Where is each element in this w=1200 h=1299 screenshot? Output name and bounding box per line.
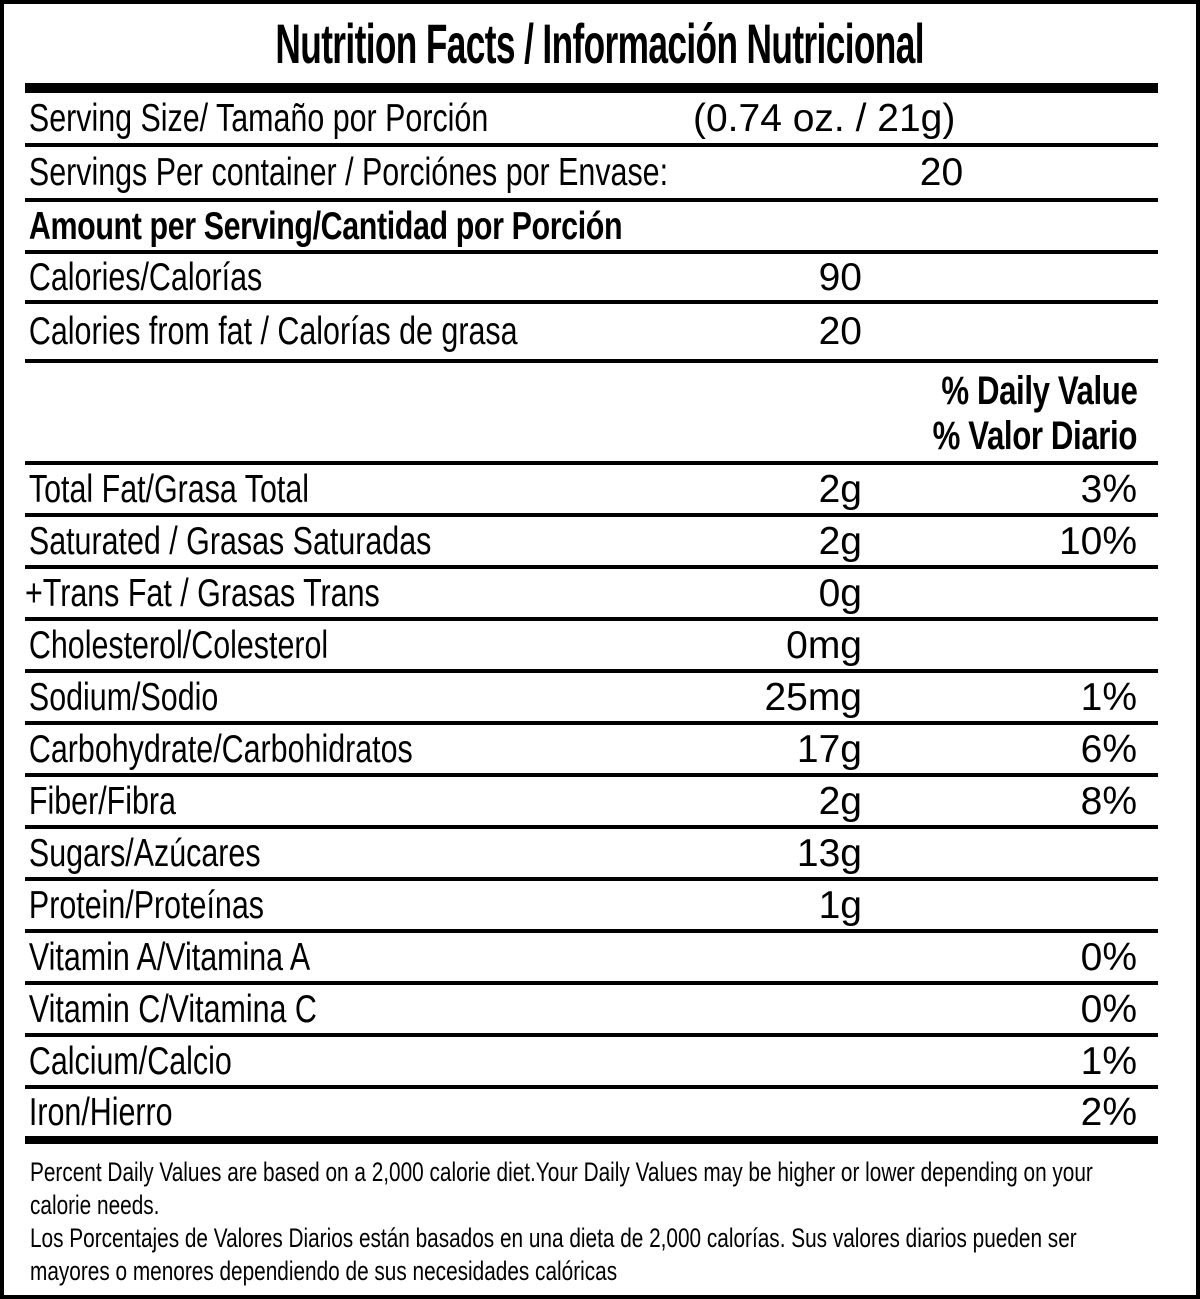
servings-per-container-label: Servings Per container / Porciónes por Envase: [28, 151, 669, 194]
nutrient-amount: 25mg [764, 675, 862, 719]
nutrient-label: Carbohydrate/Carbohidratos [28, 727, 413, 771]
nutrient-row [25, 465, 1158, 517]
nutrient-daily-value: 0% [1080, 987, 1137, 1031]
serving-size-label: Serving Size/ Tamaño por Porción [28, 96, 489, 140]
nutrient-daily-value: 8% [1080, 779, 1137, 823]
nutrient-label: Vitamin A/Vitamina A [28, 935, 311, 979]
calories-from-fat-row [25, 304, 1158, 363]
daily-value-header-en: % Daily Value [940, 369, 1137, 413]
nutrient-label: Cholesterol/Colesterol [28, 623, 329, 667]
footnote-es: Los Porcentajes de Valores Diarios están basados en una dieta de 2,000 calorías. Sus valores diarios pueden ser mayores o menores dependiendo de sus necesidades calóricas [30, 1223, 1077, 1286]
nutrient-row [25, 621, 1158, 673]
nutrient-row [25, 1089, 1158, 1144]
nutrient-daily-value: 10% [1058, 519, 1137, 563]
nutrient-amount: 2g [818, 519, 862, 563]
calories-value: 90 [818, 255, 862, 299]
daily-value-header-es: % Valor Diario [932, 414, 1137, 458]
nutrient-daily-value: 2% [1080, 1091, 1137, 1134]
label-title: Nutrition Facts / Información Nutricional [275, 12, 925, 75]
amount-per-serving-header-row [25, 202, 1158, 254]
nutrient-amount: 2g [818, 779, 862, 823]
title-divider-bar [25, 83, 1158, 93]
calories-label: Calories/Calorías [28, 255, 263, 299]
nutrient-row [25, 777, 1158, 829]
nutrient-row [25, 569, 1158, 621]
nutrient-daily-value: 3% [1080, 467, 1137, 511]
nutrient-row [25, 517, 1158, 569]
calories-from-fat-label: Calories from fat / Calorías de grasa [28, 310, 518, 353]
label-content [25, 93, 1158, 1288]
nutrient-amount: 0g [818, 571, 862, 615]
nutrient-label: Vitamin C/Vitamina C [28, 987, 317, 1031]
amount-per-serving-header: Amount per Serving/Cantidad por Porción [28, 204, 623, 248]
nutrient-rows [25, 465, 1158, 1144]
nutrient-row [25, 881, 1158, 933]
nutrient-row [25, 1037, 1158, 1089]
footnote-en: Percent Daily Values are based on a 2,000 calorie diet.Your Daily Values may be higher or lower depending on your calorie needs. [30, 1157, 1093, 1220]
footnote-section [25, 1144, 1158, 1288]
nutrient-label: Fiber/Fibra [28, 779, 176, 823]
nutrient-amount: 17g [796, 727, 862, 771]
nutrient-row [25, 933, 1158, 985]
nutrient-amount: 0mg [786, 623, 862, 667]
nutrient-row [25, 673, 1158, 725]
nutrient-daily-value: 6% [1080, 727, 1137, 771]
nutrient-amount: 2g [818, 467, 862, 511]
nutrient-label: Calcium/Calcio [28, 1039, 232, 1083]
nutrient-label: Saturated / Grasas Saturadas [28, 519, 432, 563]
nutrient-label: +Trans Fat / Grasas Trans [25, 571, 380, 615]
daily-value-header-en-line [25, 369, 1137, 414]
servings-per-container-row [25, 147, 1158, 202]
nutrient-row [25, 985, 1158, 1037]
calories-from-fat-value: 20 [818, 310, 862, 353]
nutrient-label: Iron/Hierro [28, 1091, 173, 1134]
nutrient-daily-value: 1% [1080, 1039, 1137, 1083]
daily-value-header-es-line [25, 414, 1137, 459]
nutrient-daily-value: 1% [1080, 675, 1137, 719]
serving-size-value: (0.74 oz. / 21g) [693, 96, 956, 140]
calories-row [25, 254, 1158, 304]
nutrient-amount: 1g [818, 883, 862, 927]
nutrient-row [25, 829, 1158, 881]
serving-size-row [25, 93, 1158, 147]
nutrient-amount: 13g [796, 831, 862, 875]
daily-value-header-block [25, 363, 1158, 465]
nutrient-label: Protein/Proteínas [28, 883, 264, 927]
nutrient-label: Sugars/Azúcares [28, 831, 261, 875]
footnote-text-block [30, 1156, 1154, 1288]
label-header [4, 4, 1196, 83]
nutrient-label: Total Fat/Grasa Total [28, 467, 310, 511]
nutrient-label: Sodium/Sodio [28, 675, 219, 719]
nutrient-row [25, 725, 1158, 777]
nutrient-daily-value: 0% [1080, 935, 1137, 979]
servings-per-container-value: 20 [919, 151, 964, 194]
